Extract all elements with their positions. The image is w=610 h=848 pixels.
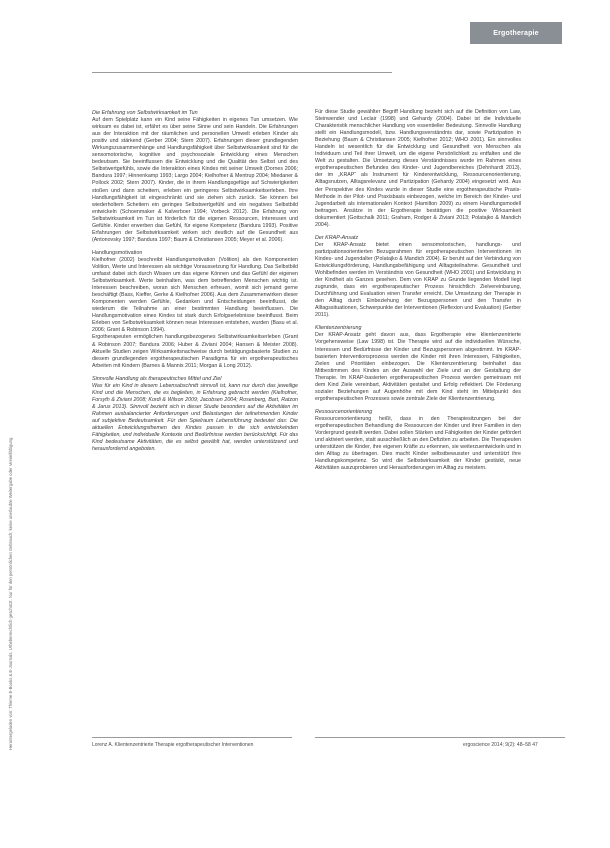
left-column: [92, 110, 298, 726]
sidebar-download-notice: Heruntergeladen von: Thieme E-Books & E-Journals. Urheberrechtlich geschützt. Nur für den persönlichen Gebrauch; keine unerlaubte Weitergabe oder Vervielfältigung.: [8, 436, 13, 750]
footer-page-info: ergoscience 2014; 9(2): 48–58 47: [463, 742, 538, 748]
header-rule: [92, 72, 392, 73]
section-heading: Klientenzentrierung: [315, 325, 362, 332]
right-column: [315, 109, 521, 729]
section-heading: Sinnvolle Handlung als therapeutisches Mittel und Ziel: [92, 375, 222, 382]
body-paragraph: Für diese Studie gewählter Begriff Handlung bezieht sich auf die Definition von Law, Steinwender und Leclair (1998) und Gehardy (2004). Dabei ist die Individuelle Charakteristik menschlicher Handlung von essentieller Bedeutung. Sinnvolle Handlung stellt ein Handlungsmodell, bzw. Handlungsverständnis dar, sowie Partizipation in Beziehung (Baum & Christiansen 2005; Kielhofner 2012; WHO 2001). Ein sinnvolles Handeln ist wesentlich für die Entwicklung und Gesundheit von Menschen als Individuum und Teil ihrer Umwelt, um die eigene Persönlichkeit zu entfalten und die Welt zu gestalten. Die Umsetzung dieses Verständnisses wurde im Rahmen eines ergotherapeutischen Befundes des Kinder- und Jugendbereiches (Dehnhardt 2013), der im „KRAP“ als Instrument für Kinderentwicklung, Ressourcenorientierung, Alltagsnutzen, Alltagsrelevanz und Partizipation (Gehardy 2004) eingesetzt wird. Aus der Perspektive des Kindes wurde in dieser Studie eine ergotherapeutische Praxis-Methode in der Pilot- und Praxisbasis einbezogen, welche im Bereich der Kinder- und Jugendarbeit als internationalen Kontext (Hamilton 2009) zu einem Handlungsmodell beitragen. Ansätze in der Ergotherapie bestätigen die positive Wirksamkeit dokumentiert (Gottschalk 2011; Graham, Rodger & Ziviani 2013; Polatajko & Mandich 2004).: [315, 109, 521, 228]
body-paragraph: Was für ein Kind in diesem Lebensabschnitt sinnvoll ist, kann nur durch das jeweilige Kind und die Menschen, die es begleiten, in Erfahrung gebracht werden (Kielhofner, Forsyth & Ziviani 2008; Kordi & Wilson 2009; Jacobsen 2004; Rosenberg, Bart, Ratzon & Jarus 2013). Sinnvoll bezieht sich in dieser Studie besonders auf die Aktivitäten im Rahmen ausbalancierter Anforderungen und Belastungen der teilnehmenden Kinder auf subjektive Bedeutsamkeit. Für den Spielraum Lebensführung bedeutet das: Die aktuellen Entwicklungsthemen des Kindes passen in die sich entwickelnden Fähigkeiten, und individuelle Kontexte und Bedürfnisse werden berücksichtigt. Für das Kind bedeutsame Aktivitäten, die es selbst gewählt hat, werden unterstützend und herausfordernd angeboten.: [92, 382, 298, 453]
body-paragraph: Der KRAP-Ansatz bietet einen sensomotorischen, handlungs- und partizipationsorientierten Bezugsrahmen für ergotherapeutischen Interventionen im Kindes- und Jugendalter (Polatajko & Mandich 2004). Er beruht auf der Verbindung von Entwicklungsförderung, Handlungsbefähigung und Alltagsteilnahme. Gesundheit und Wohlbefinden werden im Verständnis von Gesundheit (WHO 2001) und Entwicklung in der Kindheit als Ganzes gesehen. Dem von KRAP zu Grunde liegenden Modell liegt zugrunde, dass ein ergotherapeutischer Prozess hinsichtlich Zielvereinbarung, Durchführung und Evaluation einen Transfer erreicht. Die Umsetzung der Therapie in den Alltag durch Einbeziehung der Bezugspersonen und den Transfer in Alltagssituationen, Schwerpunkte der Interventionen (Reflexion und Evaluation) (Gerber 2011).: [315, 241, 521, 319]
body-paragraph: Der KRAP-Ansatz geht davon aus, dass Ergotherapie eine klientenzentrierte Vorgehensweise (Law 1998) ist. Die Therapie wird auf die individuellen Wünsche, Interessen und Bedürfnisse der Kinder und Bezugspersonen abgestimmt. Im KRAP-basierten Interventionsprozess werden die Kinder mit ihren Interessen, Fähigkeiten, Zielen und Prioritäten einbezogen. Die Klientenzentrierung beinhaltet das Mitbestimmen des Kindes an der Auswahl der Ziele und an der Gestaltung der Therapie. Im KRAP-basierten ergotherapeutischen Prozess werden gemeinsam mit dem Kind Ziele vereinbart, Aktivitäten gestaltet und Erfolg reflektiert. Die Förderung sozialer Beziehungen auf Augenhöhe mit dem Kind steht im Mittelpunkt des ergotherapeutischen Prozesses sowie zentrale Ziele der Klientenzentrierung.: [315, 332, 521, 402]
footer-citation: Lorenz A. Klientenzentrierte Therapie ergotherapeutischer Interventionen: [92, 742, 254, 748]
footer-rule-right: [315, 737, 565, 738]
body-paragraph: Kielhofner (2002) beschreibt Handlungsmotivation (Volition) als den Komponenten Volition, Werte und Interessen als wichtige Voraussetzung für Handlung. Das Selbstbild umfasst dabei sich durch Wissen um das eigene Können und das Gefühl der eigenen Selbstwirksamkeit. Werte beinhalten, was dem betreffenden Menschen wichtig ist. Interessen beschreiben, woran sich Menschen erfreuen, womit sich jemand gerne beschäftigt (Bass, Kieffer, Gerke & Kielhofner 2006). Aus dem Zusammenwirken dieser Komponenten werden Gefühle, Gedanken und Entscheidungen beeinflusst, die wiederum die Teilnahme an einer bestimmten Handlung beeinflussen. Die Handlungsmotivation eines Kindes ist stark durch Erfolgserlebnisse beeinflusst. Beim Erleben von Selbstwirksamkeit können neue Interessen entstehen, wurden (Basu et al. 2006; Grant & Robinson 1994).: [92, 256, 298, 334]
section-heading: Ressourcenorientierung: [315, 408, 373, 415]
section-heading: Handlungsmotivation: [92, 249, 143, 256]
body-paragraph: Ressourcenorientierung heißt, dass in den Therapiesitzungen bei der ergotherapeutischen Behandlung die Ressourcen der Kinder und ihrer Familien in den Vordergrund gestellt werden. Dabei sollen Stärken und Fähigkeiten der Kinder gefördert und aktiviert werden, statt ausschließlich an den Defiziten zu arbeiten. Die Therapeuten unterstützen die Kinder, ihre eigenen Kräfte zu erkennen, sie weiterzuentwickeln und in den Alltag zu übertragen. Dies macht Kinder selbstbewusster und unterstützt ihre Handlungskompetenz. So wird die Selbstwirksamkeit der Kinder gestärkt, neue Aktivitäten auszuprobieren und Herausforderungen im Alltag zu meistern.: [315, 415, 521, 472]
section-tag: Ergotherapie: [470, 22, 562, 44]
section-heading: Die Erfahrung von Selbstwirksamkeit im Tun: [92, 110, 198, 116]
section-heading: Der KRAP-Ansatz: [315, 234, 359, 241]
footer-rule-left: [92, 737, 292, 738]
body-paragraph: Ergotherapeuten ermöglichen handlungsbezogenes Selbstwirksamkeitserleben (Grant & Robinson 2007; Bandura 2006; Huber & Ziviani 2004; Hansen & Meister 2008). Aktuelle Studien zeigen Wirksamkeitsnachweise durch betätigungsbasierte Studien zu diesem grundlegenden ergotherapeutischen Paradigma für ein ergotherapeutisches Arbeiten mit Kindern (Barnes & Mannix 2011; Morgan & Long 2012).: [92, 334, 298, 369]
body-paragraph: Auf dem Spielplatz kann ein Kind seine Fähigkeiten in eigenes Tun umsetzen. Wie wirksam es dabei ist, erfährt es über seine Sinne und sein Handeln. Die Erfahrungen aus der Interaktion mit der räumlichen und personellen Umwelt erleben Kinder als positiv und stärkend (Gerber 2004; Stern 2007). Erfahrungen dieser grundlegenden Wirkungszusammenhänge und Handlungsfähigkeit über Selbstwirksamkeit sind für die sensomotorische, kognitive und psychosoziale Entwicklung eines Menschen bedeutsam. Sie beeinflussen die Entwicklung und die Qualität des Selbst und des Selbstwertgefühls, sowie die Interaktion eines Kindes mit seiner Umwelt (Dornes 2006; Bandura 1997; Hinnenkamp 1993; Largo 2004; Kielhofner & Mentrup 2004; Miedaner & Pollock 2002; Stern 2007). Kinder, die in ihrem Handlungsgefüge auf Schwierigkeiten stoßen und dann scheitern, erleben ein geringeres Selbstwirksamkeitserleben. Ihre Handlungsfähigkeit ist eingeschränkt und sie ziehen sich zurück. Sie können bei wiederholtem Scheitern ein geringes Selbstwertgefühl und ein negatives Selbstbild entwickeln (Schoenmaker & Kalverboer 1994; Vorbeck 2012). Die Erfahrung von Selbstwirksamkeit im Tun ist förderlich für die eigenen Ressourcen, Interessen und Gefühle. Kinder erwerben das Gefühl, für eigene Kompetenz (Bandura 1993). Positive Erfahrungen der Selbstwirksamkeit wirken sich deutlich auf die Gesundheit aus (Antonovsky 1997; Bandura 1997; Baum & Christiansen 2005; Meyer et al. 2006).: [92, 117, 298, 243]
